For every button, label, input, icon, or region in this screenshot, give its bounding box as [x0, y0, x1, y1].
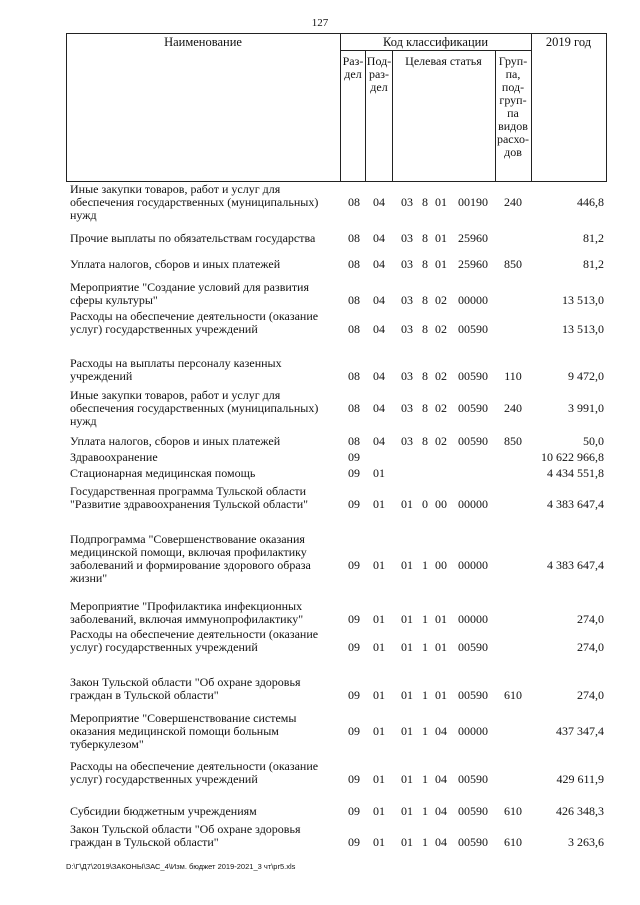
cell-target-subprogram: 0: [422, 497, 428, 511]
header-group-divider: [531, 33, 532, 182]
header-podrazdel-line: раз-: [368, 67, 390, 81]
cell-target-direction: 25960: [458, 231, 488, 245]
cell-amount: 9 472,0: [568, 369, 604, 383]
cell-name: [70, 712, 335, 751]
cell-name: [70, 281, 335, 307]
header-razdel-line: дел: [344, 67, 362, 81]
cell-razdel: 09: [348, 558, 360, 572]
cell-name: [70, 389, 335, 428]
cell-name-line: граждан в Тульской области": [70, 688, 219, 702]
cell-target-subprogram: 8: [422, 195, 428, 209]
cell-razdel: 08: [348, 434, 360, 448]
cell-name: [70, 232, 335, 245]
cell-name-line: Расходы на выплаты персоналу казенных: [70, 356, 282, 370]
cell-name-line: услуг) государственных учреждений: [70, 322, 258, 336]
cell-name-line: Закон Тульской области "Об охране здоровья: [70, 675, 301, 689]
cell-name-line: оказания медицинской помощи больным: [70, 724, 279, 738]
header-left-border: [66, 33, 67, 182]
cell-target-program: 01: [401, 558, 413, 572]
cell-target-direction: 00590: [458, 640, 488, 654]
footer-file-path: D:\Г\Д7\2019\ЗАКОНЫ\ЗАС_4\Изм. бюджет 2019-2021_3 чт\pr5.xls: [66, 862, 296, 871]
cell-podrazdel: 04: [373, 293, 385, 307]
cell-podrazdel: 01: [373, 612, 385, 626]
cell-amount: 4 383 647,4: [547, 497, 604, 511]
cell-amount: 426 348,3: [556, 804, 604, 818]
cell-name: [70, 805, 335, 818]
cell-podrazdel: 04: [373, 434, 385, 448]
cell-target-direction: 00590: [458, 688, 488, 702]
cell-expense-type: 850: [504, 434, 522, 448]
cell-name-line: Закон Тульской области "Об охране здоровья: [70, 822, 301, 836]
cell-target-event: 01: [435, 688, 447, 702]
cell-name-line: Стационарная медицинская помощь: [70, 466, 256, 480]
cell-target-subprogram: 1: [422, 724, 428, 738]
cell-target-direction: 00590: [458, 401, 488, 415]
cell-target-subprogram: 1: [422, 804, 428, 818]
cell-amount: 446,8: [577, 195, 604, 209]
cell-podrazdel: 01: [373, 558, 385, 572]
cell-name-line: туберкулезом": [70, 737, 144, 751]
cell-target-program: 03: [401, 401, 413, 415]
cell-name-line: "Развитие здравоохранения Тульской области": [70, 497, 309, 511]
cell-amount: 81,2: [583, 231, 604, 245]
cell-target-subprogram: 8: [422, 322, 428, 336]
cell-name-line: обеспечения государственных (муниципальных): [70, 401, 319, 415]
cell-target-event: 02: [435, 369, 447, 383]
cell-name-line: Мероприятие "Создание условий для развития: [70, 280, 309, 294]
cell-podrazdel: 04: [373, 231, 385, 245]
cell-razdel: 09: [348, 466, 360, 480]
cell-name-line: Уплата налогов, сборов и иных платежей: [70, 434, 281, 448]
cell-target-subprogram: 1: [422, 835, 428, 849]
cell-razdel: 08: [348, 369, 360, 383]
header-group: [495, 55, 531, 159]
cell-target-subprogram: 1: [422, 688, 428, 702]
cell-target-event: 00: [435, 497, 447, 511]
header-razdel-line: Раз-: [342, 54, 364, 68]
header-top-border: [66, 33, 607, 34]
cell-razdel: 09: [348, 772, 360, 786]
cell-target-event: 02: [435, 322, 447, 336]
cell-name: [70, 676, 335, 702]
cell-podrazdel: 01: [373, 688, 385, 702]
cell-name-line: заболеваний и формирование здорового образа: [70, 558, 311, 572]
cell-target-direction: 25960: [458, 257, 488, 271]
cell-expense-type: 610: [504, 688, 522, 702]
cell-name: [70, 823, 335, 849]
cell-amount: 274,0: [577, 612, 604, 626]
cell-razdel: 08: [348, 401, 360, 415]
header-code-divider: [340, 50, 531, 51]
cell-name-line: услуг) государственных учреждений: [70, 640, 258, 654]
cell-target-event: 04: [435, 724, 447, 738]
cell-razdel: 08: [348, 231, 360, 245]
cell-target-direction: 00590: [458, 772, 488, 786]
cell-podrazdel: 01: [373, 497, 385, 511]
cell-target-program: 01: [401, 640, 413, 654]
cell-target-event: 04: [435, 835, 447, 849]
cell-expense-type: 240: [504, 195, 522, 209]
cell-amount: 50,0: [583, 434, 604, 448]
cell-target-direction: 00000: [458, 497, 488, 511]
cell-target-subprogram: 8: [422, 401, 428, 415]
cell-name-line: Иные закупки товаров, работ и услуг для: [70, 388, 281, 402]
cell-name-line: услуг) государственных учреждений: [70, 772, 258, 786]
cell-razdel: 08: [348, 195, 360, 209]
cell-podrazdel: 04: [373, 369, 385, 383]
header-razdel: [340, 55, 366, 81]
cell-amount: 274,0: [577, 640, 604, 654]
cell-expense-type: 240: [504, 401, 522, 415]
cell-name-line: Субсидии бюджетным учреждениям: [70, 804, 257, 818]
cell-podrazdel: 01: [373, 724, 385, 738]
cell-amount: 13 513,0: [562, 322, 604, 336]
cell-target-direction: 00590: [458, 434, 488, 448]
cell-podrazdel: 04: [373, 195, 385, 209]
cell-name: [70, 600, 335, 626]
cell-razdel: 09: [348, 835, 360, 849]
header-group-line: под-: [501, 80, 525, 94]
header-group-line: Груп-: [498, 54, 528, 68]
cell-target-subprogram: 8: [422, 231, 428, 245]
cell-name-line: сферы культуры": [70, 293, 158, 307]
cell-name-line: Здравоохранение: [70, 450, 158, 464]
cell-target-direction: 00190: [458, 195, 488, 209]
cell-razdel: 08: [348, 293, 360, 307]
cell-podrazdel: 01: [373, 640, 385, 654]
cell-name-line: заболеваний, включая иммунопрофилактику": [70, 612, 304, 626]
cell-name-line: нужд: [70, 208, 97, 222]
cell-name-line: Подпрограмма "Совершенствование оказания: [70, 532, 305, 546]
cell-target-subprogram: 1: [422, 558, 428, 572]
cell-target-subprogram: 8: [422, 434, 428, 448]
cell-target-direction: 00000: [458, 724, 488, 738]
cell-target-event: 04: [435, 804, 447, 818]
cell-target-direction: 00000: [458, 293, 488, 307]
cell-razdel: 09: [348, 688, 360, 702]
cell-name: [70, 310, 335, 336]
cell-podrazdel: 01: [373, 466, 385, 480]
cell-name-line: Мероприятие "Профилактика инфекционных: [70, 599, 303, 613]
cell-name: [70, 533, 335, 585]
header-code: Код классификации: [382, 35, 489, 49]
cell-target-event: 01: [435, 612, 447, 626]
page-number: 127: [311, 17, 329, 29]
cell-name-line: Расходы на обеспечение деятельности (оказание: [70, 759, 319, 773]
cell-target-direction: 00000: [458, 612, 488, 626]
cell-razdel: 08: [348, 322, 360, 336]
cell-expense-type: 610: [504, 804, 522, 818]
cell-expense-type: 610: [504, 835, 522, 849]
cell-name-line: нужд: [70, 414, 97, 428]
cell-target-program: 01: [401, 688, 413, 702]
cell-amount: 429 611,9: [556, 772, 604, 786]
cell-razdel: 09: [348, 612, 360, 626]
cell-name: [70, 485, 335, 511]
cell-amount: 274,0: [577, 688, 604, 702]
cell-target-program: 03: [401, 322, 413, 336]
cell-name-line: Мероприятие "Совершенствование системы: [70, 711, 297, 725]
cell-target-subprogram: 8: [422, 257, 428, 271]
cell-name-line: Уплата налогов, сборов и иных платежей: [70, 257, 281, 271]
cell-razdel: 09: [348, 640, 360, 654]
cell-name: [70, 628, 335, 654]
cell-target-subprogram: 8: [422, 293, 428, 307]
cell-target-program: 03: [401, 257, 413, 271]
cell-target-event: 02: [435, 293, 447, 307]
cell-podrazdel: 01: [373, 804, 385, 818]
cell-target-subprogram: 8: [422, 369, 428, 383]
cell-target-program: 01: [401, 612, 413, 626]
cell-name: [70, 760, 335, 786]
cell-name: [70, 357, 335, 383]
header-name: Наименование: [164, 35, 242, 49]
cell-target-event: 01: [435, 257, 447, 271]
header-podrazdel: [365, 55, 393, 94]
cell-target-direction: 00590: [458, 804, 488, 818]
cell-podrazdel: 04: [373, 257, 385, 271]
cell-target-subprogram: 1: [422, 640, 428, 654]
cell-name-line: Прочие выплаты по обязательствам государства: [70, 231, 316, 245]
cell-target-program: 01: [401, 497, 413, 511]
cell-amount: 4 383 647,4: [547, 558, 604, 572]
header-group-line: па,: [505, 67, 521, 81]
cell-name-line: граждан в Тульской области": [70, 835, 219, 849]
cell-target-event: 01: [435, 195, 447, 209]
cell-name-line: Иные закупки товаров, работ и услуг для: [70, 182, 281, 196]
cell-name: [70, 467, 335, 480]
cell-name-line: Расходы на обеспечение деятельности (оказание: [70, 627, 319, 641]
cell-podrazdel: 01: [373, 772, 385, 786]
cell-name-line: Государственная программа Тульской области: [70, 484, 307, 498]
cell-name: [70, 451, 335, 464]
cell-target-direction: 00590: [458, 835, 488, 849]
cell-target-event: 01: [435, 231, 447, 245]
cell-target-event: 02: [435, 401, 447, 415]
cell-target-program: 01: [401, 724, 413, 738]
cell-target-program: 03: [401, 434, 413, 448]
cell-name-line: Расходы на обеспечение деятельности (оказание: [70, 309, 319, 323]
header-group-line: па: [507, 106, 519, 120]
header-target: Целевая статья: [405, 54, 482, 68]
cell-name: [70, 258, 335, 271]
cell-podrazdel: 04: [373, 401, 385, 415]
cell-amount: 4 434 551,8: [547, 466, 604, 480]
cell-razdel: 09: [348, 497, 360, 511]
cell-target-program: 03: [401, 231, 413, 245]
cell-expense-type: 850: [504, 257, 522, 271]
cell-target-event: 01: [435, 640, 447, 654]
cell-target-event: 00: [435, 558, 447, 572]
cell-razdel: 09: [348, 724, 360, 738]
cell-target-subprogram: 1: [422, 772, 428, 786]
cell-podrazdel: 04: [373, 322, 385, 336]
cell-name: [70, 183, 335, 222]
header-podrazdel-line: дел: [370, 80, 388, 94]
header-group-line: видов: [498, 119, 528, 133]
header-group-line: расхо-: [496, 132, 530, 146]
cell-target-subprogram: 1: [422, 612, 428, 626]
header-year: 2019 год: [545, 35, 592, 49]
cell-name-line: обеспечения государственных (муниципальных): [70, 195, 319, 209]
header-podrazdel-line: Под-: [366, 54, 392, 68]
cell-target-program: 03: [401, 195, 413, 209]
header-group-line: дов: [504, 145, 522, 159]
cell-razdel: 09: [348, 450, 360, 464]
cell-target-program: 03: [401, 293, 413, 307]
cell-amount: 13 513,0: [562, 293, 604, 307]
cell-amount: 437 347,4: [556, 724, 604, 738]
cell-amount: 10 622 966,8: [541, 450, 604, 464]
cell-target-program: 01: [401, 804, 413, 818]
cell-expense-type: 110: [504, 369, 522, 383]
cell-target-program: 01: [401, 772, 413, 786]
cell-razdel: 08: [348, 257, 360, 271]
cell-name-line: медицинской помощи, включая профилактику: [70, 545, 307, 559]
cell-target-event: 02: [435, 434, 447, 448]
cell-amount: 3 263,6: [568, 835, 604, 849]
cell-amount: 3 991,0: [568, 401, 604, 415]
cell-amount: 81,2: [583, 257, 604, 271]
cell-target-program: 03: [401, 369, 413, 383]
cell-name-line: жизни": [70, 571, 108, 585]
cell-podrazdel: 01: [373, 835, 385, 849]
cell-name: [70, 435, 335, 448]
header-right-border: [606, 33, 607, 182]
cell-target-direction: 00590: [458, 322, 488, 336]
cell-target-direction: 00590: [458, 369, 488, 383]
cell-target-direction: 00000: [458, 558, 488, 572]
cell-target-program: 01: [401, 835, 413, 849]
header-group-line: груп-: [499, 93, 527, 107]
cell-target-event: 04: [435, 772, 447, 786]
cell-name-line: учреждений: [70, 369, 133, 383]
cell-razdel: 09: [348, 804, 360, 818]
